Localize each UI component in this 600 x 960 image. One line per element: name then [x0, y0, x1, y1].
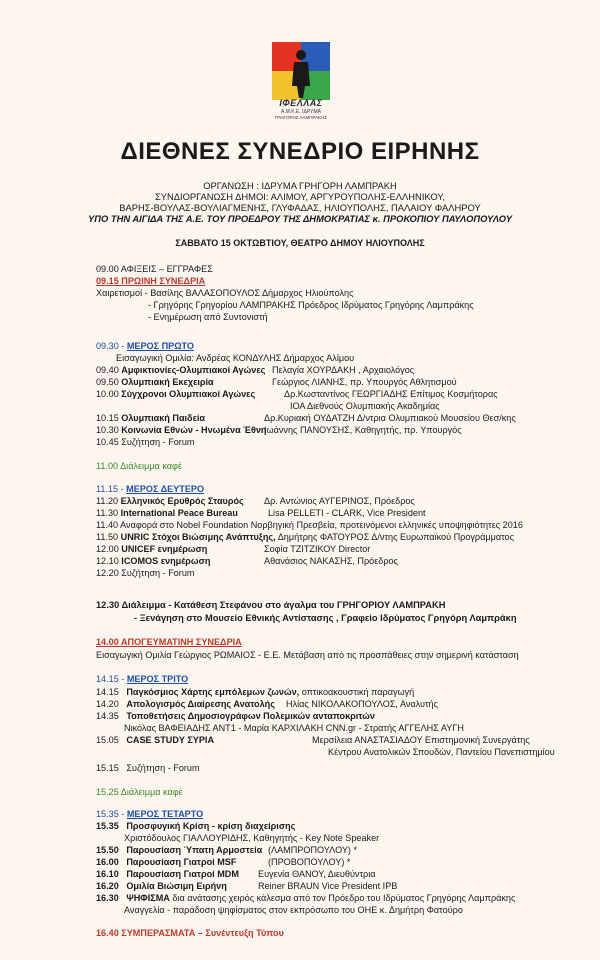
afternoon-intro: Εισαγωγική Ομιλία Γεώργιος ΡΩΜΑΙΟΣ - Ε.Ε. Μετάβαση από τις προσπάθειες στην σημερινή κατάσταση	[96, 650, 519, 660]
program-row	[96, 763, 200, 774]
organizer-line: ΟΡΓΑΝΩΣΗ : ΙΔΡΥΜΑ ΓΡΗΓΟΡΗ ΛΑΜΠΡΑΚΗ	[203, 180, 397, 191]
row-time: 11.30	[96, 508, 119, 518]
program-row	[96, 520, 523, 531]
program-row	[96, 869, 239, 880]
part-one-heading	[96, 341, 194, 352]
row-time: 10.00	[96, 389, 119, 399]
row-speaker: Συζήτηση - Forum	[121, 568, 195, 578]
program-row	[96, 893, 515, 904]
program-row	[96, 556, 210, 567]
part-three-time: 14.15 -	[96, 674, 127, 684]
row-topic: ICOMOS ενημέρωση	[121, 556, 211, 566]
row-time: 11.50	[96, 532, 119, 542]
coorganizers-line-1: ΣΥΝΔΙΟΡΓΑΝΩΣΗ ΔΗΜΟΙ: ΑΛΙΜΟΥ, ΑΡΓΥΡΟΥΠΟΛΗΣ-ΕΛΛΗΝΙΚΟΥ,	[154, 191, 446, 202]
row-time: 14.15	[96, 687, 119, 697]
program-row	[96, 496, 244, 507]
museum-tour-line: - Ξενάγηση στο Μουσείο Εθνικής Αντίστασης , Γραφείο Ιδρύματος Γρηγόρη Λαμπράκη	[134, 613, 517, 623]
coffee-break-1: 11.00 Διάλειμμα καφέ	[96, 461, 182, 471]
row-time: 14.20	[96, 699, 119, 709]
row-topic: Παρουσίαση Γιατροί MSF	[126, 857, 237, 867]
row-speaker: Αναφορά στο Nobel Foundation Νορβηγική Πρεσβεία, προτεινόμενοι ελληνικές υποψηφιότητες 2016	[120, 520, 523, 530]
program-row	[96, 425, 266, 436]
program-row	[96, 881, 227, 892]
part-one-title: ΜΕΡΟΣ ΠΡΩΤΟ	[126, 341, 194, 351]
logo-wordmark: ΙΦΕΛΛΑΣ	[279, 98, 323, 108]
row-speaker-cont: Αναγγελία - παράδοση ψηφίσματος στον εκπρόσωπο του ΟΗΕ κ. Δημήτρη Φατούρο	[124, 905, 463, 915]
row-speaker: Ηλίας ΝΙΚΟΛΑΚΟΠΟΥΛΟΣ, Αναλυτής	[286, 699, 438, 709]
row-speaker: Ιωάννης ΠΑΝΟΥΣΗΣ, Καθηγητής, πρ. Υπουργός	[264, 425, 462, 435]
aegis-line: ΥΠΟ ΤΗΝ ΑΙΓΙΔΑ ΤΗΣ Α.Ε. ΤΟΥ ΠΡΟΕΔΡΟΥ ΤΗΣ ΔΗΜΟΚΡΑΤΙΑΣ κ. ΠΡΟΚΟΠΙΟΥ ΠΑΥΛΟΠΟΥΛΟΥ	[88, 213, 512, 224]
program-row	[96, 377, 214, 388]
program-row	[96, 687, 414, 698]
row-time: 14.35	[96, 711, 119, 721]
program-row	[96, 821, 295, 832]
row-speaker-cont: Κέντρου Ανατολικών Σπουδών, Παντείου Πανεπιστημίου	[328, 747, 555, 757]
page-title: ΔΙΕΘΝΕΣ ΣΥΝΕΔΡΙΟ ΕΙΡΗΝΗΣ	[120, 138, 480, 165]
row-topic: Αμφικτιονίες-Ολυμπιακοί Αγώνες	[121, 365, 266, 375]
program-row	[96, 413, 205, 424]
program-row	[96, 389, 255, 400]
afternoon-session-heading: 14.00 ΑΠΟΓΕΥΜΑΤΙΝΗ ΣΥΝΕΔΡΙΑ	[96, 637, 242, 647]
program-row	[96, 544, 207, 555]
row-time: 10.45	[96, 437, 119, 447]
row-topic: CASE STUDY ΣΥΡΙΑ	[126, 735, 215, 745]
row-topic: Προσφυγική Κρίση - κρίση διαχείρισης	[126, 821, 296, 831]
greetings-line-2: - Γρηγόρης Γρηγορίου ΛΑΜΠΡΑΚΗΣ Πρόεδρος Ιδρύματος Γρηγόρης Λαμπράκης	[148, 300, 474, 310]
row-time: 16.00	[96, 857, 119, 867]
row-speaker: (ΛΑΜΠΡΟΠΟΥΛΟΥ) *	[268, 845, 358, 855]
row-topic: Παγκόσμιος Χάρτης εμπόλεμων ζωνών,	[126, 687, 300, 697]
program-row	[96, 845, 262, 856]
row-speaker: Γεώργιος ΛΙΑΝΗΣ, πρ. Υπουργός Αθλητισμού	[272, 377, 457, 387]
row-time: 12.20	[96, 568, 119, 578]
morning-session-heading: 09.15 ΠΡΩΙΝΗ ΣΥΝΕΔΡΙΑ	[96, 276, 206, 286]
row-time: 15.15	[96, 763, 119, 773]
row-time: 11.20	[96, 496, 119, 506]
row-speaker: (ΠΡΟΒΟΠΟΥΛΟΥ) *	[268, 857, 351, 867]
row-time: 12.10	[96, 556, 119, 566]
program-row	[96, 532, 514, 543]
coffee-break-2: 15.25 Διάλειμμα καφέ	[96, 787, 183, 797]
row-time: 15.05	[96, 735, 119, 745]
row-speaker: Αθανάσιος ΝΑΚΑΣΗΣ, Πρόεδρος	[264, 556, 398, 566]
logo-subtitle-2: ΓΡΗΓΟΡΗΣ ΛΑΜΠΡΑΚΗΣ	[274, 115, 328, 120]
part-one-intro: Εισαγωγική Ομιλία: Ανδρέας ΚΟΝΔΥΛΗΣ Δήμαρχος Αλίμου	[116, 353, 355, 363]
arrivals-line: 09.00 ΑΦΙΞΕΙΣ – ΕΓΓΡΑΦΕΣ	[96, 264, 213, 274]
row-topic: Ελληνικός Ερυθρός Σταυρός	[120, 496, 244, 506]
row-speaker: Συζήτηση - Forum	[126, 763, 200, 773]
part-four-heading	[96, 809, 203, 820]
part-two-title: ΜΕΡΟΣ ΔΕΥΤΕΡΟ	[126, 484, 205, 494]
row-speaker: Lisa PELLETI - CLARK, Vice President	[268, 508, 426, 518]
row-speaker-cont: Νικόλας ΒΑΦΕΙΑΔΗΣ ΑΝΤ1 - Μαρία ΚΑΡΧΙΛΑΚΗ CNN.gr - Στρατής ΑΓΓΕΛΗΣ ΑΥΓΗ	[124, 723, 464, 733]
row-speaker: Δρ.Κωσταντίνος ΓΕΩΡΓΙΑΔΗΣ Επίτιμος Κοσμήτορας	[284, 389, 498, 399]
row-time: 09.50	[96, 377, 119, 387]
row-time: 16.20	[96, 881, 119, 891]
row-speaker: Reiner BRAUN Vice President IPB	[258, 881, 398, 891]
logo-subtitle: Α.Μ.Κ.Ε. ΙΔΡΥΜΑ	[280, 109, 321, 115]
row-time: 11.40	[96, 520, 119, 530]
row-topic: UNRIC Στόχοι Βιώσιμης Ανάπτυξης,	[120, 532, 276, 542]
row-speaker: Μερσίλεια ΑΝΑΣΤΑΣΙΑΔΟΥ Επιστημονική Συνεργάτης	[312, 735, 530, 745]
logo-emblem-icon	[272, 42, 330, 100]
row-speaker: Πελαγία ΧΟΥΡΔΑΚΗ , Αρχαιολόγος	[272, 365, 415, 375]
row-time: 15.35	[96, 821, 119, 831]
program-row	[96, 735, 214, 746]
row-time: 09.40	[96, 365, 119, 375]
row-time: 15.50	[96, 845, 119, 855]
row-speaker-cont: ΙΟΑ Διεθνούς Ολυμπιακής Ακαδημίας	[290, 401, 440, 411]
row-topic: Ολυμπιακή Εκεχειρία	[121, 377, 214, 387]
row-speaker: Δημήτρης ΦΑΤΟΥΡΟΣ Δ/ντης Ευρωπαϊκού Προγράμματος	[277, 532, 514, 542]
row-speaker: δια ανάτασης χειρός κάλεσμα από τον Πρόεδρο του Ιδρύματος Γρηγόρης Λαμπράκης	[172, 893, 516, 903]
row-topic: ΨΗΦΙΣΜΑ	[126, 893, 170, 903]
row-topic: Ολυμπιακή Παιδεία	[121, 413, 206, 423]
row-time: 12.00	[96, 544, 119, 554]
part-four-time: 15.35 -	[96, 809, 127, 819]
part-one-time: 09.30 -	[96, 341, 127, 351]
row-speaker: Ευγενία ΘΑΝΟΥ, Διευθύντρια	[258, 869, 376, 879]
row-speaker: Σοφία ΤΖΙΤΖΙΚΟΥ Director	[264, 544, 371, 554]
row-topic: Παρουσίαση Ύπατη Αρμοστεία	[126, 845, 263, 855]
program-row	[96, 437, 194, 448]
row-speaker: Δρ. Αντώνιος ΑΥΓΕΡΙΝΟΣ, Πρόεδρος	[264, 496, 415, 506]
part-two-time: 11.15 -	[96, 484, 127, 494]
row-speaker-cont: Χριστόδουλος ΓΙΑΛΛΟΥΡΙΔΗΣ, Καθηγητής - Key Note Speaker	[124, 833, 380, 843]
event-date: ΣΑΒΒΑΤΟ 15 ΟΚΤΩΒΤΙΟΥ, ΘΕΑΤΡΟ ΔΗΜΟΥ ΗΛΙΟΥΠΟΛΗΣ	[175, 238, 425, 248]
row-time: 16.30	[96, 893, 119, 903]
part-four-title: ΜΕΡΟΣ ΤΕΤΑΡΤΟ	[126, 809, 204, 819]
row-speaker: Συζήτηση - Forum	[121, 437, 195, 447]
part-two-heading	[96, 484, 204, 495]
conclusions-line: 16.40 ΣΥΜΠΕΡΑΣΜΑΤΑ – Συνέντευξη Τύπου	[96, 928, 284, 938]
row-topic: UNICEF ενημέρωση	[121, 544, 208, 554]
row-topic: Απολογισμός Διαίρεσης Ανατολής	[126, 699, 275, 709]
program-row	[96, 711, 375, 722]
program-row	[96, 568, 194, 579]
row-topic: Κοινωνία Εθνών - Ηνωμένα Έθνη	[121, 425, 267, 435]
part-three-heading	[96, 674, 188, 685]
foundation-logo	[272, 42, 330, 118]
coorganizers-line-2: ΒΑΡΗΣ-ΒΟΥΛΑΣ-ΒΟΥΛΙΑΓΜΕΝΗΣ, ΓΛΥΦΑΔΑΣ, ΗΛΙΟΥΠΟΛΗΣ, ΠΑΛΑΙΟΥ ΦΑΛΗΡΟΥ	[119, 202, 481, 213]
greetings-line: Χαιρετισμοί - Βασίλης ΒΑΛΑΣΟΠΟΥΛΟΣ Δήμαρχος Ηλιούπολης	[96, 288, 354, 298]
program-row	[96, 508, 238, 519]
row-topic: Σύγχρονοι Ολυμπιακοί Αγώνες	[121, 389, 256, 399]
program-row	[96, 365, 265, 376]
row-time: 10.30	[96, 425, 119, 435]
row-time: 10.15	[96, 413, 119, 423]
row-time: 16.10	[96, 869, 119, 879]
row-speaker: Δρ.Κυριακή ΟΥΔΑΤΖΗ Δ/ντρια Ολυμπιακού Μουσείου Θεσ/κης	[264, 413, 516, 423]
greetings-line-3: - Ενημέρωση από Συντονιστή	[148, 312, 268, 322]
row-speaker: οπτικοακουστική παραγωγή	[301, 687, 415, 697]
row-topic: International Peace Bureau	[120, 508, 238, 518]
row-topic: Τοποθετήσεις Δημοσιογράφων Πολεμικών ανταποκριτών	[126, 711, 375, 721]
program-row	[96, 699, 275, 710]
row-topic: Ομιλία Βιώσιμη Ειρήνη	[126, 881, 227, 891]
row-topic: Παρουσίαση Γιατροί MDM	[126, 869, 239, 879]
program-row	[96, 857, 236, 868]
part-three-title: ΜΕΡΟΣ ΤΡΙΤΟ	[126, 674, 189, 684]
lunch-break-line: 12.30 Διάλειμμα - Κατάθεση Στεφάνου στο άγαλμα του ΓΡΗΓΟΡΙΟΥ ΛΑΜΠΡΑΚΗ	[96, 600, 446, 610]
